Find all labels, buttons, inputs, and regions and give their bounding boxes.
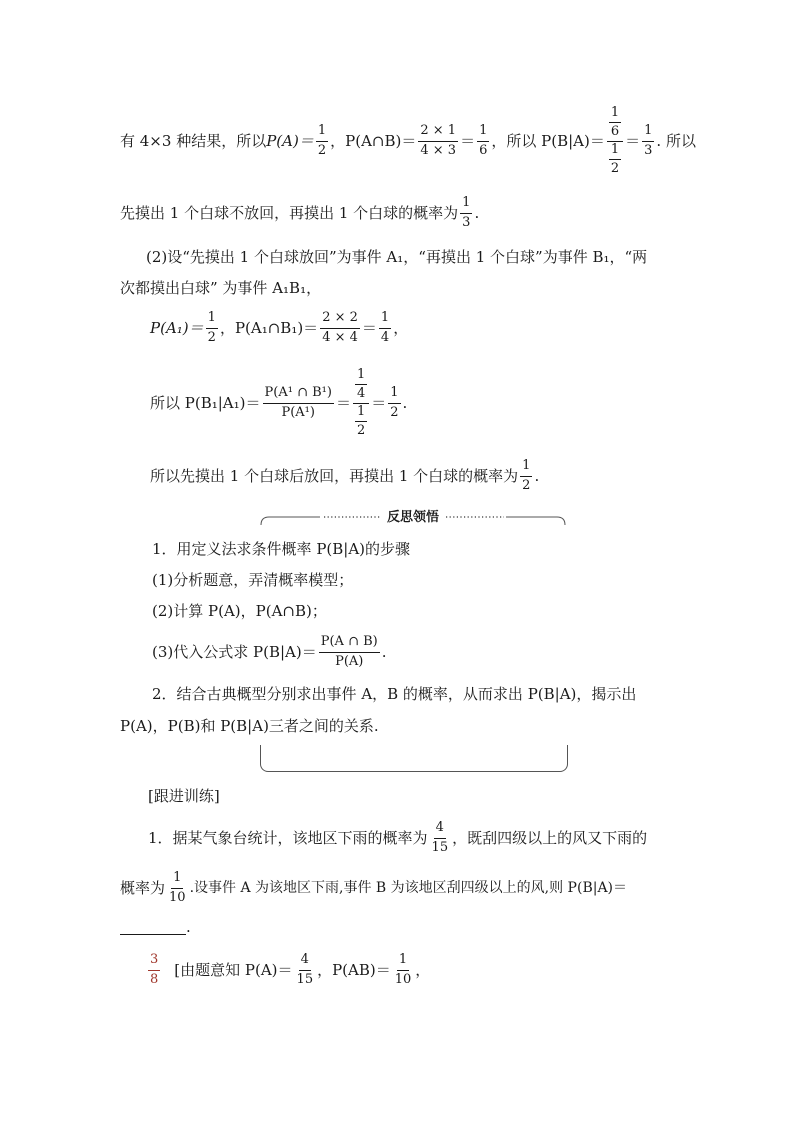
numerator: P(A ∩ B) — [319, 635, 380, 652]
fraction — [388, 386, 400, 420]
text: 1．用定义法求条件概率 P(B|A)的步骤 — [152, 539, 411, 558]
text: ＝ — [335, 393, 351, 412]
numerator: 2 × 2 — [320, 311, 360, 328]
denominator: 10 — [394, 971, 412, 987]
text: P(A)，P(B)和 P(B|A)三者之间的关系. — [120, 716, 379, 735]
training-label — [148, 787, 220, 805]
denominator: 2 — [522, 477, 531, 493]
numerator: 1 — [355, 368, 367, 385]
numerator: 4 — [299, 953, 311, 970]
numerator: 1 — [609, 143, 621, 160]
text: . — [186, 917, 191, 936]
numerator: 2 × 1 — [418, 124, 458, 141]
text: 2．结合古典概型分别求出事件 A，B 的概率，从而求出 P(B|A)，揭示出 — [152, 684, 637, 703]
reflection-line-2 — [152, 571, 353, 589]
solution-line-2 — [120, 196, 479, 230]
fraction — [263, 386, 334, 420]
denominator: 2 — [390, 404, 399, 420]
denominator: 6 — [610, 124, 620, 140]
text: . 所以 — [656, 131, 696, 150]
answer-blank — [120, 920, 186, 935]
denominator: 15 — [431, 839, 449, 855]
numerator: 1 — [379, 311, 391, 328]
solution-line-1: 有 4×3 种结果，所以 P(A)＝ $\frac{1}{2}$ ，P(A∩B)＝ $\frac{2 \times 1}{4 \times 3}$ ＝ $\frac{1}{6}$ ，所以 P(B|A)＝ $\frac{1}{6}$ $\frac{1}{2}$ ＝ $\frac{1}{3}$ . 所以 — [120, 104, 696, 176]
answer-fraction — [148, 953, 160, 987]
question-line-2 — [120, 868, 627, 908]
denominator: 2 — [317, 142, 327, 158]
denominator: 4 — [380, 329, 390, 345]
numerator: 1 — [206, 311, 218, 328]
denominator: 6 — [479, 142, 488, 158]
question-blank-line — [120, 918, 191, 936]
reflection-line-4 — [152, 632, 387, 672]
text: 先摸出 1 个白球不放回，再摸出 1 个白球的概率为 — [120, 203, 459, 222]
fraction — [167, 871, 188, 905]
text: 所以 P(B₁|A₁)＝ — [150, 393, 261, 412]
text: 有 4×3 种结果，所以 — [120, 131, 267, 150]
reflection-box-bottom — [260, 745, 568, 772]
fraction — [609, 143, 621, 177]
denominator: 4 — [356, 386, 366, 402]
numerator: 1 — [397, 953, 409, 970]
text: (2)设“先摸出 1 个白球放回”为事件 A₁，“再摸出 1 个白球”为事件 B₁，“两 — [146, 247, 648, 266]
answer-line — [146, 950, 430, 990]
reflection-line-6 — [120, 717, 379, 735]
numerator: 1 — [642, 124, 654, 141]
reflection-line-5 — [152, 685, 636, 703]
numerator: 1 — [316, 124, 328, 141]
fraction — [520, 459, 532, 493]
text: 次都摸出白球” 为事件 A₁B₁， — [120, 278, 322, 297]
fraction — [379, 311, 391, 345]
numerator: 1 — [171, 871, 183, 888]
denominator: 4 × 4 — [322, 329, 358, 345]
reflection-title — [124, 509, 702, 525]
numerator: 4 — [434, 821, 446, 838]
denominator: 8 — [150, 971, 159, 987]
numerator: 1 — [477, 124, 489, 141]
fraction — [477, 124, 489, 158]
reflection-line-1 — [152, 540, 410, 558]
denominator: 2 — [207, 329, 216, 345]
text: 反思领悟 — [386, 509, 439, 525]
numerator: 3 — [148, 953, 160, 970]
text: ， — [415, 960, 431, 979]
reflection-line-3 — [152, 602, 327, 620]
fraction — [355, 368, 367, 402]
fraction — [206, 311, 218, 345]
text: ，P(AB)＝ — [317, 960, 391, 979]
solution-line-7 — [150, 459, 539, 493]
fraction — [642, 124, 654, 158]
text: (3)代入公式求 P(B|A)＝ — [152, 642, 317, 661]
text: . — [474, 203, 480, 222]
question-line-1 — [148, 818, 647, 858]
text: ， — [393, 318, 409, 337]
fraction — [355, 405, 367, 439]
text: . — [381, 642, 387, 661]
numerator: P(A¹ ∩ B¹) — [263, 386, 334, 403]
denominator: 15 — [296, 971, 314, 987]
denominator: 10 — [169, 889, 186, 905]
denominator: 2 — [610, 160, 620, 176]
denominator: 4 × 3 — [420, 142, 457, 158]
fraction — [319, 635, 380, 669]
compound-fraction — [607, 106, 623, 176]
fraction — [393, 953, 414, 987]
denominator: 3 — [462, 214, 471, 230]
fraction — [295, 953, 316, 987]
text: [由题意知 P(A)＝ — [174, 960, 293, 979]
fraction — [320, 311, 360, 345]
text: ，P(A∩B)＝ — [330, 131, 417, 150]
fraction — [316, 124, 328, 158]
numerator: 1 — [520, 459, 532, 476]
numerator: 1 — [460, 196, 472, 213]
fraction — [430, 821, 451, 855]
solution-line-5 — [150, 309, 408, 347]
text: P(A)＝ — [266, 131, 314, 150]
text: P(A₁)＝ — [150, 318, 204, 337]
denominator: P(A) — [335, 653, 364, 669]
fraction — [609, 106, 621, 140]
fraction — [418, 124, 458, 158]
text: 概率为 — [120, 878, 166, 897]
solution-line-4 — [120, 279, 321, 297]
text: . — [402, 393, 408, 412]
text: (1)分析题意，弄清概率模型； — [152, 570, 354, 589]
text: ＝ — [371, 393, 387, 412]
text: ，既刮四级以上的风又下雨的 — [452, 828, 648, 847]
denominator: 2 — [356, 422, 366, 438]
fraction — [460, 196, 472, 230]
denominator: 3 — [644, 142, 653, 158]
denominator: P(A¹) — [281, 404, 315, 420]
compound-fraction — [353, 368, 369, 438]
numerator: 1 — [388, 386, 400, 403]
text: 所以先摸出 1 个白球后放回，再摸出 1 个白球的概率为 — [150, 466, 519, 485]
numerator: 1 — [355, 405, 367, 422]
text: .设事件 A 为该地区下雨,事件 B 为该地区刮四级以上的风,则 P(B|A)＝ — [189, 880, 628, 896]
text: 1．据某气象台统计，该地区下雨的概率为 — [148, 828, 428, 847]
solution-line-6 — [150, 360, 407, 446]
text: . — [534, 466, 540, 485]
text: ＝ — [361, 318, 377, 337]
text: [跟进训练] — [148, 786, 220, 805]
text: ，P(A₁∩B₁)＝ — [219, 318, 319, 337]
text: (2)计算 P(A)，P(A∩B)； — [152, 601, 327, 620]
text: ＝ — [460, 131, 476, 150]
numerator: 1 — [609, 106, 621, 123]
solution-line-3 — [146, 248, 647, 266]
text: ，所以 P(B|A)＝ — [491, 131, 605, 150]
